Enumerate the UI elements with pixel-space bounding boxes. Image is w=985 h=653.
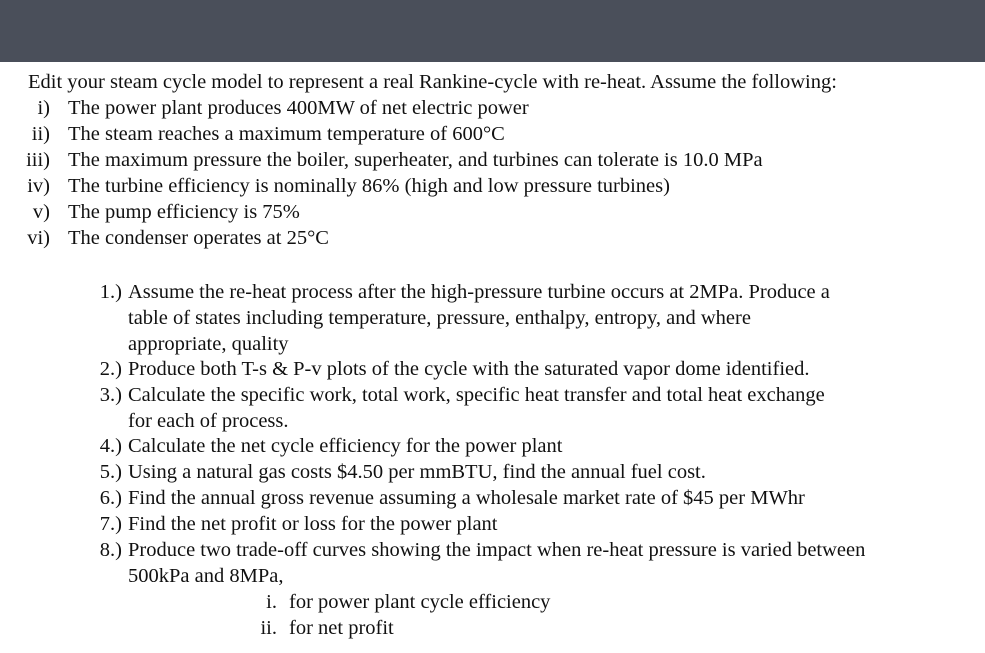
assumption-text: The steam reaches a maximum temperature of 600°C <box>68 123 505 145</box>
question-text-line: Find the annual gross revenue assuming a wholesale market rate of $45 per MWhr <box>128 487 805 509</box>
question-text-line: Find the net profit or loss for the power plant <box>128 513 498 535</box>
assumption-number: v) <box>32 201 50 223</box>
question-text-line: Assume the re-heat process after the high-pressure turbine occurs at 2MPa. Produce a <box>128 281 830 303</box>
sub-item-text: for power plant cycle efficiency <box>289 591 551 613</box>
question-number: 6.) <box>99 487 122 509</box>
intro-paragraph: Edit your steam cycle model to represent a real Rankine-cycle with re-heat. Assume the following: <box>28 71 837 93</box>
assumption-text: The pump efficiency is 75% <box>68 201 300 223</box>
assumption-text: The power plant produces 400MW of net electric power <box>68 97 529 119</box>
question-text-line: for each of process. <box>128 410 289 432</box>
question-text-line: Calculate the specific work, total work, specific heat transfer and total heat exchange <box>128 384 825 406</box>
question-number: 3.) <box>99 384 122 406</box>
assumption-number: ii) <box>31 123 50 145</box>
question-number: 2.) <box>99 358 122 380</box>
question-text-line: Produce two trade-off curves showing the impact when re-heat pressure is varied between <box>128 539 866 561</box>
question-text-line: table of states including temperature, pressure, enthalpy, entropy, and where <box>128 307 751 329</box>
question-text-line: Calculate the net cycle efficiency for the power plant <box>128 435 563 457</box>
sub-item-number: i. <box>266 591 277 613</box>
sub-item-number: ii. <box>260 617 277 639</box>
question-text-line: appropriate, quality <box>128 333 289 355</box>
assumption-number: vi) <box>27 227 50 249</box>
question-text-line: 500kPa and 8MPa, <box>128 565 284 587</box>
assumption-number: iii) <box>26 149 50 171</box>
question-number: 8.) <box>99 539 122 561</box>
question-number: 1.) <box>99 281 122 303</box>
assumption-number: i) <box>37 97 50 119</box>
assumption-text: The maximum pressure the boiler, superheater, and turbines can tolerate is 10.0 MPa <box>68 149 763 171</box>
question-number: 5.) <box>99 461 122 483</box>
assumption-text: The condenser operates at 25°C <box>68 227 329 249</box>
sub-item-text: for net profit <box>289 617 394 639</box>
question-number: 7.) <box>99 513 122 535</box>
question-number: 4.) <box>99 435 122 457</box>
question-text-line: Produce both T-s & P-v plots of the cycle with the saturated vapor dome identified. <box>128 358 810 380</box>
top-toolbar-bar <box>0 0 985 62</box>
assumption-text: The turbine efficiency is nominally 86% (high and low pressure turbines) <box>68 175 670 197</box>
question-text-line: Using a natural gas costs $4.50 per mmBTU, find the annual fuel cost. <box>128 461 706 483</box>
assumption-number: iv) <box>27 175 50 197</box>
